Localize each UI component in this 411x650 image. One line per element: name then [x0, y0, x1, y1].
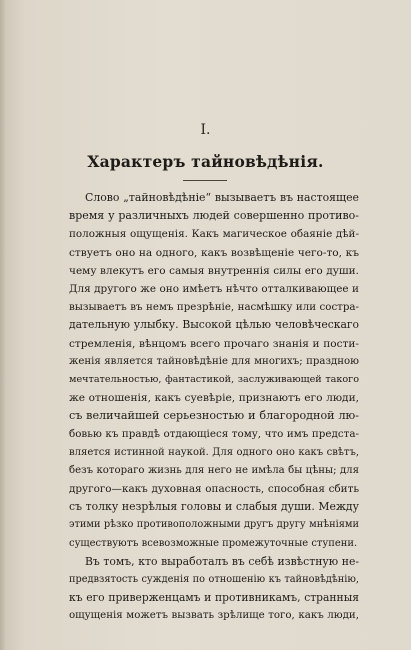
- text-line: стремленія, вѣнцомъ всего прочаго знанія и пости-: [69, 337, 359, 350]
- text-line: къ его приверженцамъ и противникамъ, странныя: [69, 591, 359, 605]
- text-line: существуютъ всевозможные промежуточные ступени.: [69, 537, 358, 549]
- text-line: вляется истинной наукой. Для одного оно какъ свѣтъ,: [69, 446, 359, 458]
- text-line: ощущенія можетъ вызвать зрѣлище того, какъ люди,: [69, 610, 359, 622]
- text-line: дательную улыбку. Высокой цѣлью человѣческаго: [69, 318, 359, 332]
- text-line: положныя ощущенія. Какъ магическое обаяніе дѣй-: [69, 228, 359, 241]
- text-line: время у различныхъ людей совершенно противо-: [69, 209, 359, 223]
- text-line: Слово „тайновѣдѣніе“ вызываетъ въ настоящее: [85, 191, 359, 204]
- body-text: [69, 189, 359, 626]
- text-line: мечтательностью, фантастикой, заслуживающей такого: [69, 373, 359, 385]
- text-line: же отношенія, какъ суевѣріе, признаютъ его люди,: [69, 392, 359, 405]
- chapter-number: I.: [200, 122, 211, 138]
- chapter-title: Характеръ тайновѣдѣнія.: [87, 152, 324, 171]
- text-line: вызываетъ въ немъ презрѣніе, насмѣшку или сострa-: [69, 301, 359, 314]
- text-line: съ толку незрѣлыя головы и слабыя души. Между: [69, 500, 359, 514]
- text-line: женія является тайновѣдѣніе для многихъ; праздною: [69, 355, 359, 367]
- text-line: ствуетъ оно на одного, какъ возвѣщеніе чего-то, къ: [69, 246, 359, 259]
- text-line: другого—какъ духовная опасность, способная сбить: [69, 483, 359, 495]
- text-line: предвзятость сужденія по отношенію къ тайновѣдѣнію,: [69, 573, 359, 585]
- text-line: съ величайшей серьезностью и благородной лю-: [69, 409, 359, 423]
- text-line: бовью къ правдѣ отдающіеся тому, что имъ предста-: [69, 428, 359, 441]
- text-line: Для другого же оно имѣетъ нѣчто отталкивающее и: [69, 282, 359, 295]
- text-line: безъ котораго жизнь для него не имѣла бы цѣны; для: [69, 464, 359, 476]
- text-line: Въ томъ, кто выработалъ въ себѣ извѣстную не-: [85, 554, 359, 568]
- title-divider: [183, 180, 227, 181]
- text-line: чему влекутъ его самыя внутреннія силы его души.: [69, 264, 359, 277]
- text-line: этими рѣзко противоположными другъ другу мнѣніями: [69, 519, 359, 531]
